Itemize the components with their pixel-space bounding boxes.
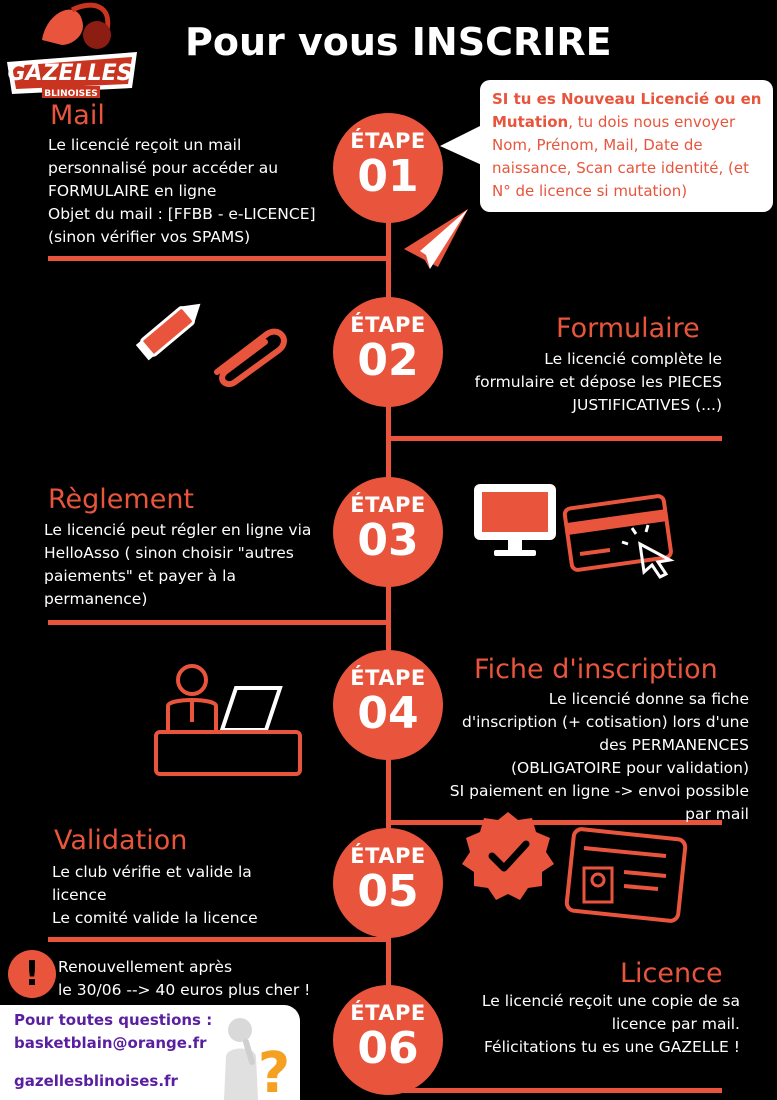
step-line: Le club vérifie et valide la — [52, 863, 252, 881]
renewal-line: le 30/06 --> 40 euros plus cher ! — [58, 981, 311, 999]
step-body-04 — [420, 688, 749, 826]
step-connector-1 — [48, 256, 388, 261]
bubble-bold-text: SI tu es Nouveau Licencié ou en Mutation — [492, 90, 762, 131]
step-line: licence par mail. — [611, 1015, 740, 1033]
step-line: Le licencié peut régler en ligne via — [44, 521, 312, 539]
contact-question: Pour toutes questions : — [14, 1011, 213, 1029]
step-connector-5 — [48, 937, 388, 942]
contact-website-link[interactable]: gazellesblinoises.fr — [14, 1072, 178, 1090]
renewal-line: Renouvellement après — [58, 958, 233, 976]
step-line: FORMULAIRE en ligne — [48, 182, 217, 200]
verified-badge-icon — [458, 808, 558, 904]
step-line: paiements" et payer à la — [44, 567, 236, 585]
logo-text-sub: BLINOISES — [44, 89, 98, 99]
step-number: 04 — [357, 688, 419, 739]
step-circle-06 — [333, 985, 443, 1095]
step-line: HelloAsso ( sinon choisir "autres — [44, 544, 294, 562]
step-label: ÉTAPE — [350, 666, 426, 690]
step-line: Félicitations tu es une GAZELLE ! — [483, 1038, 740, 1056]
paperclip-icon — [205, 320, 295, 390]
step-line: (sinon vérifier vos SPAMS) — [48, 228, 251, 246]
step-body-01 — [48, 134, 368, 249]
step-heading-05: Validation — [54, 825, 188, 856]
warning-icon: ! — [8, 950, 56, 998]
step-line: JUSTIFICATIVES (...) — [572, 396, 722, 414]
step-body-05 — [52, 861, 342, 930]
bubble-rest-text: , tu dois nous envoyer Nom, Prénom, Mail, Date de naissance, Scan carte identité, (et N° de licence si mutation) — [492, 113, 750, 200]
step-label: ÉTAPE — [350, 129, 426, 153]
step-heading-06: Licence — [620, 958, 723, 989]
step-number: 02 — [357, 335, 419, 386]
step-body-06 — [440, 990, 740, 1059]
step-number: 05 — [357, 866, 419, 917]
renewal-note — [58, 956, 310, 1002]
credit-card-icon — [562, 494, 682, 580]
step-line: formulaire et dépose les PIECES — [474, 373, 722, 391]
step-label: ÉTAPE — [350, 844, 426, 868]
step-line: licence — [52, 886, 107, 904]
step-line: Le licencié donne sa fiche — [548, 690, 749, 708]
step-line: Objet du mail : [FFBB - e-LICENCE] — [48, 205, 316, 223]
bubble-tail — [440, 120, 484, 170]
step-heading-02: Formulaire — [556, 313, 700, 344]
step-line: permanence) — [44, 590, 148, 608]
step-line: Le licencié complète le — [544, 350, 722, 368]
step-connector-3 — [48, 620, 388, 625]
contact-email-link[interactable]: basketblain@orange.fr — [14, 1034, 207, 1052]
club-logo — [2, 0, 142, 100]
step-number: 01 — [357, 151, 419, 202]
step-body-03 — [44, 519, 374, 611]
step-line: Le comité valide la licence — [52, 909, 258, 927]
step-connector-6 — [388, 1088, 722, 1093]
step-heading-04: Fiche d'inscription — [474, 654, 718, 685]
step-label: ÉTAPE — [350, 1001, 426, 1025]
page-title: Pour vous INSCRIRE — [185, 20, 612, 64]
id-card-icon — [562, 826, 692, 926]
thinking-person-icon — [214, 1012, 294, 1100]
question-mark-glyph: ? — [257, 1041, 291, 1100]
step-heading-03: Règlement — [48, 484, 195, 515]
person-at-desk-icon — [150, 660, 305, 780]
step-number: 03 — [357, 515, 419, 566]
step-line: SI paiement en ligne -> envoi possible — [449, 782, 749, 800]
step-line: (OBLIGATOIRE pour validation) — [510, 759, 749, 777]
pencil-icon — [132, 294, 212, 364]
step-body-02 — [424, 348, 722, 417]
step-line: d'inscription (+ cotisation) lors d'une — [462, 713, 749, 731]
step-line: Le licencié reçoit une copie de sa — [481, 992, 740, 1010]
step-number: 06 — [357, 1023, 419, 1074]
paper-plane-icon — [400, 205, 472, 273]
logo-text-main: GAZELLES — [7, 61, 133, 86]
step-line: des PERMANENCES — [599, 736, 749, 754]
step-circle-05 — [333, 828, 443, 938]
step-line: personnalisé pour accéder au — [48, 159, 279, 177]
monitor-icon — [470, 480, 560, 560]
step-heading-01: Mail — [50, 100, 105, 131]
step-label: ÉTAPE — [350, 313, 426, 337]
step-label: ÉTAPE — [350, 493, 426, 517]
info-bubble-text — [492, 88, 770, 203]
step-connector-2 — [388, 436, 722, 441]
step-line: Le licencié reçoit un mail — [48, 136, 242, 154]
step-line: par mail — [685, 805, 749, 823]
